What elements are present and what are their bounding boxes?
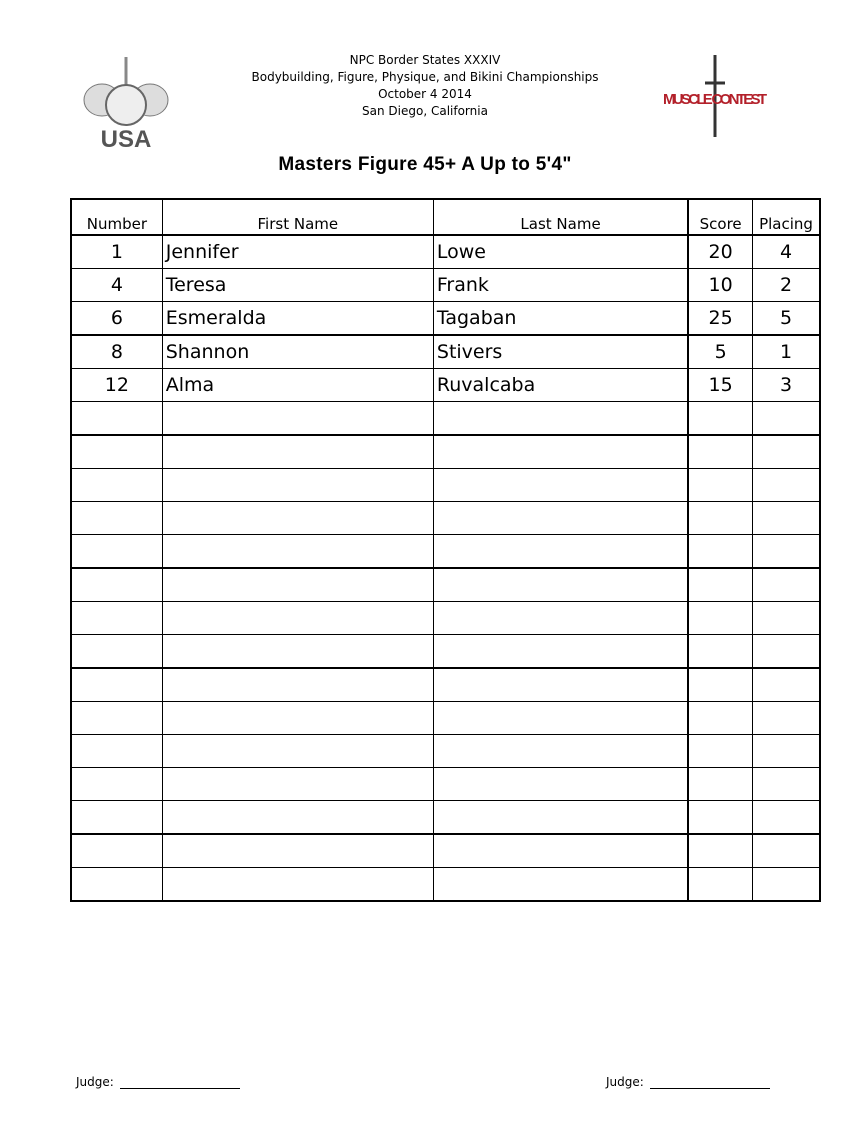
cell-last-name xyxy=(433,668,688,702)
cell-first-name xyxy=(162,834,433,868)
cell-score xyxy=(688,535,752,569)
cell-number xyxy=(71,668,162,702)
cell-first-name: Teresa xyxy=(162,269,433,302)
table-row xyxy=(71,469,820,502)
cell-last-name xyxy=(433,635,688,669)
table-row xyxy=(71,535,820,569)
svg-text:USA: USA xyxy=(100,126,152,153)
cell-last-name xyxy=(433,602,688,635)
cell-placing xyxy=(753,768,820,801)
judge-signature-right xyxy=(606,1075,770,1089)
cell-placing xyxy=(753,502,820,535)
cell-first-name xyxy=(162,668,433,702)
cell-score xyxy=(688,668,752,702)
cell-placing xyxy=(753,801,820,835)
table-row xyxy=(71,435,820,469)
cell-last-name xyxy=(433,801,688,835)
cell-number xyxy=(71,702,162,735)
table-row xyxy=(71,768,820,801)
cell-number xyxy=(71,635,162,669)
svg-text:MUSCLE CONTEST: MUSCLE CONTEST xyxy=(663,91,767,108)
cell-number xyxy=(71,469,162,502)
cell-placing xyxy=(753,602,820,635)
table-row xyxy=(71,635,820,669)
table-row xyxy=(71,335,820,369)
cell-last-name: Frank xyxy=(433,269,688,302)
table-row xyxy=(71,868,820,902)
cell-placing: 4 xyxy=(753,235,820,269)
cell-first-name xyxy=(162,735,433,768)
cell-score xyxy=(688,702,752,735)
cell-first-name: Alma xyxy=(162,369,433,402)
cell-score xyxy=(688,502,752,535)
cell-placing xyxy=(753,834,820,868)
cell-first-name xyxy=(162,402,433,436)
cell-first-name xyxy=(162,801,433,835)
class-title: Masters Figure 45+ A Up to 5'4" xyxy=(278,154,572,175)
cell-first-name xyxy=(162,502,433,535)
table-row xyxy=(71,402,820,436)
table-row xyxy=(71,834,820,868)
table-row xyxy=(71,235,820,269)
cell-score: 5 xyxy=(688,335,752,369)
cell-number xyxy=(71,435,162,469)
cell-score xyxy=(688,735,752,768)
cell-placing xyxy=(753,868,820,902)
signature-line xyxy=(120,1076,240,1089)
cell-placing xyxy=(753,635,820,669)
cell-score xyxy=(688,834,752,868)
cell-first-name xyxy=(162,702,433,735)
cell-last-name xyxy=(433,834,688,868)
cell-placing: 3 xyxy=(753,369,820,402)
cell-number xyxy=(71,801,162,835)
cell-number xyxy=(71,535,162,569)
table-row xyxy=(71,269,820,302)
cell-last-name xyxy=(433,768,688,801)
muscle-contest-logo xyxy=(660,55,770,140)
cell-last-name: Tagaban xyxy=(433,302,688,336)
table-row xyxy=(71,602,820,635)
cell-last-name xyxy=(433,735,688,768)
cell-placing xyxy=(753,535,820,569)
event-header xyxy=(200,52,650,120)
cell-number: 1 xyxy=(71,235,162,269)
cell-score xyxy=(688,868,752,902)
column-header-first-name: First Name xyxy=(162,199,433,235)
cell-number xyxy=(71,868,162,902)
cell-number xyxy=(71,568,162,602)
cell-last-name xyxy=(433,502,688,535)
judge-signature-left xyxy=(76,1075,240,1089)
results-table xyxy=(70,198,821,902)
cell-last-name xyxy=(433,402,688,436)
table-row xyxy=(71,668,820,702)
judge-label: Judge: xyxy=(606,1075,644,1089)
cell-placing xyxy=(753,435,820,469)
cell-first-name xyxy=(162,868,433,902)
cell-score xyxy=(688,602,752,635)
column-header-score: Score xyxy=(688,199,752,235)
cell-first-name xyxy=(162,535,433,569)
cell-first-name: Shannon xyxy=(162,335,433,369)
column-header-placing: Placing xyxy=(753,199,820,235)
cell-last-name xyxy=(433,702,688,735)
cell-placing xyxy=(753,668,820,702)
table-row xyxy=(71,369,820,402)
cell-placing: 2 xyxy=(753,269,820,302)
cell-first-name: Jennifer xyxy=(162,235,433,269)
cell-score xyxy=(688,635,752,669)
cell-score xyxy=(688,768,752,801)
cell-score: 20 xyxy=(688,235,752,269)
cell-score xyxy=(688,435,752,469)
cell-number: 12 xyxy=(71,369,162,402)
cell-number xyxy=(71,402,162,436)
table-row xyxy=(71,801,820,835)
cell-last-name xyxy=(433,435,688,469)
cell-placing xyxy=(753,702,820,735)
event-date: October 4 2014 xyxy=(378,87,472,101)
cell-first-name xyxy=(162,435,433,469)
cell-number: 8 xyxy=(71,335,162,369)
event-name: NPC Border States XXXIV xyxy=(349,53,501,67)
cell-number xyxy=(71,502,162,535)
cell-score: 25 xyxy=(688,302,752,336)
column-header-number: Number xyxy=(71,199,162,235)
cell-score: 15 xyxy=(688,369,752,402)
cell-last-name xyxy=(433,535,688,569)
signature-line xyxy=(650,1076,770,1089)
event-location: San Diego, California xyxy=(362,104,488,118)
cell-score xyxy=(688,469,752,502)
judge-label: Judge: xyxy=(76,1075,114,1089)
cell-number: 6 xyxy=(71,302,162,336)
cell-last-name: Ruvalcaba xyxy=(433,369,688,402)
cell-placing: 5 xyxy=(753,302,820,336)
cell-score xyxy=(688,402,752,436)
cell-last-name xyxy=(433,568,688,602)
cell-number: 4 xyxy=(71,269,162,302)
cell-placing: 1 xyxy=(753,335,820,369)
cell-placing xyxy=(753,568,820,602)
table-header-row xyxy=(71,199,820,235)
table-row xyxy=(71,702,820,735)
cell-placing xyxy=(753,469,820,502)
cell-number xyxy=(71,768,162,801)
cell-last-name xyxy=(433,868,688,902)
cell-last-name: Lowe xyxy=(433,235,688,269)
cell-score: 10 xyxy=(688,269,752,302)
cell-first-name xyxy=(162,602,433,635)
cell-last-name: Stivers xyxy=(433,335,688,369)
cell-first-name xyxy=(162,635,433,669)
cell-score xyxy=(688,568,752,602)
table-row xyxy=(71,302,820,336)
cell-number xyxy=(71,834,162,868)
cell-placing xyxy=(753,402,820,436)
table-row xyxy=(71,502,820,535)
cell-score xyxy=(688,801,752,835)
cell-number xyxy=(71,735,162,768)
cell-number xyxy=(71,602,162,635)
cell-first-name xyxy=(162,568,433,602)
cell-first-name: Esmeralda xyxy=(162,302,433,336)
cell-first-name xyxy=(162,469,433,502)
npc-usa-logo xyxy=(80,55,172,159)
column-header-last-name: Last Name xyxy=(433,199,688,235)
table-row xyxy=(71,568,820,602)
event-subtitle: Bodybuilding, Figure, Physique, and Bikini Championships xyxy=(251,70,599,84)
cell-placing xyxy=(753,735,820,768)
cell-last-name xyxy=(433,469,688,502)
table-row xyxy=(71,735,820,768)
cell-first-name xyxy=(162,768,433,801)
